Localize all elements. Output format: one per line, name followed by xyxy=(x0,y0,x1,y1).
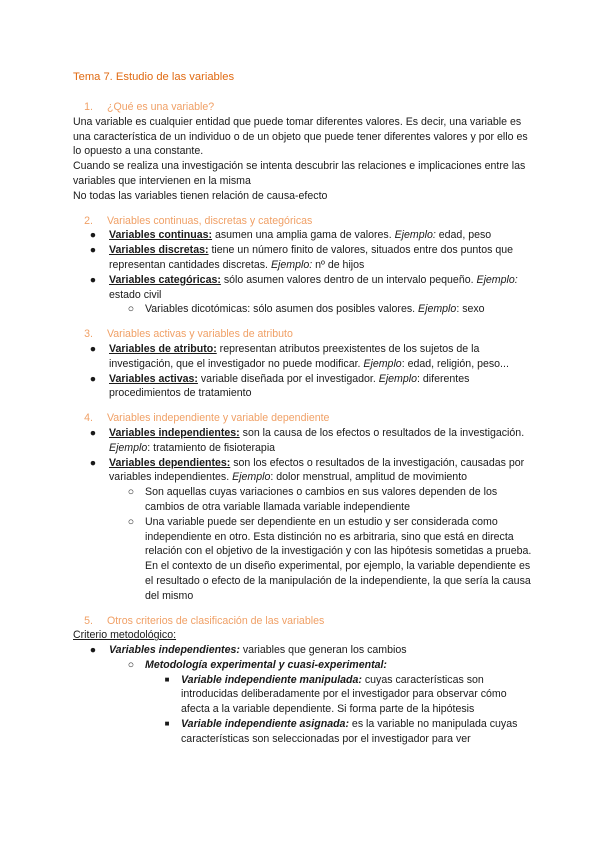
bullet-icon: ● xyxy=(89,426,97,439)
bullet-icon: ● xyxy=(89,229,97,242)
list-subitem: ○ Una variable puede ser dependiente en un estudio y ser considerada como independiente en otro. Esta distinción no es arbitraria, sino que está en directa relación con el objetivo de la investigación y con las hipótesis sometidas a prueba. En el contexto de un diseño experimental, por ejemplo, la variable dependiente es el resultado o efecto de la manipulación de la independiente, la que sería la causa del mismo xyxy=(73,515,533,604)
circle-bullet-icon: ○ xyxy=(127,515,135,528)
list-item: ● Variables continuas: asumen una amplia gama de valores. Ejemplo: edad, peso xyxy=(73,228,533,243)
circle-bullet-icon: ○ xyxy=(127,658,135,671)
document-title: Tema 7. Estudio de las variables xyxy=(73,71,235,83)
section-5-heading: 5. Otros criterios de clasificación de las variables xyxy=(84,614,325,627)
bullet-icon: ● xyxy=(89,273,97,286)
list-subsubitem: ■ Variable independiente asignada: es la variable no manipulada cuyas características son seleccionadas por el investigador para ver xyxy=(73,717,533,747)
bullet-icon: ● xyxy=(89,372,97,385)
bullet-icon: ● xyxy=(89,456,97,469)
list-item: ● Variables activas: variable diseñada por el investigador. Ejemplo: diferentes procedimientos de tratamiento xyxy=(73,372,533,402)
criterion-label: Criterio metodológico: xyxy=(73,629,177,642)
list-item: ● Variables independientes: variables que generan los cambios xyxy=(73,643,533,658)
list-item: ● Variables categóricas: sólo asumen valores dentro de un intervalo pequeño. Ejemplo: estado civil xyxy=(73,273,533,303)
circle-bullet-icon: ○ xyxy=(127,486,135,499)
section-2-heading: 2. Variables continuas, discretas y categóricas xyxy=(84,214,313,227)
paragraph: No todas las variables tienen relación de causa-efecto xyxy=(73,189,328,202)
list-item: ● Variables dependientes: son los efectos o resultados de la investigación, causadas por variables independientes. Ejemplo: dolor menstrual, amplitud de movimiento xyxy=(73,456,533,486)
list-item: ● Variables independientes: son la causa de los efectos o resultados de la investigación. Ejemplo: tratamiento de fisioterapia xyxy=(73,426,533,456)
list-subitem: ○ Variables dicotómicas: sólo asumen dos posibles valores. Ejemplo: sexo xyxy=(73,302,533,317)
paragraph: Una variable es cualquier entidad que puede tomar diferentes valores. Es decir, una variable es una característica de un individuo o de un objeto que puede tener diferentes valores y por ello es lo opuesto a una constante. xyxy=(73,115,528,158)
list-item: ● Variables discretas: tiene un número finito de valores, situados entre dos puntos que representan cantidades discretas. Ejemplo: nº de hijos xyxy=(73,243,533,273)
square-bullet-icon: ■ xyxy=(164,719,170,729)
section-3-heading: 3. Variables activas y variables de atributo xyxy=(84,328,293,341)
bullet-icon: ● xyxy=(89,644,97,657)
bullet-icon: ● xyxy=(89,244,97,257)
section-4-heading: 4. Variables independiente y variable dependiente xyxy=(84,412,330,425)
list-item: ● Variables de atributo: representan atributos preexistentes de los sujetos de la investigación, que el investigador no puede modificar. Ejemplo: edad, religión, peso... xyxy=(73,342,533,372)
list-subitem: ○ Son aquellas cuyas variaciones o cambios en sus valores dependen de los cambios de otra variable llamada variable independiente xyxy=(73,485,533,515)
square-bullet-icon: ■ xyxy=(164,674,170,684)
document-body xyxy=(73,100,533,747)
paragraph: Cuando se realiza una investigación se intenta descubrir las relaciones e implicaciones entre las variables que intervienen en la misma xyxy=(73,160,526,187)
bullet-icon: ● xyxy=(89,342,97,355)
section-1-heading: 1. ¿Qué es una variable? xyxy=(84,101,215,113)
list-subitem: ○ Metodología experimental y cuasi-experimental: xyxy=(73,658,533,673)
list-subsubitem: ■ Variable independiente manipulada: cuyas características son introducidas deliberadamente por el investigador para observar cómo afecta a la variable dependiente. Si forma parte de la hipótesis xyxy=(73,673,533,717)
circle-bullet-icon: ○ xyxy=(127,303,135,316)
